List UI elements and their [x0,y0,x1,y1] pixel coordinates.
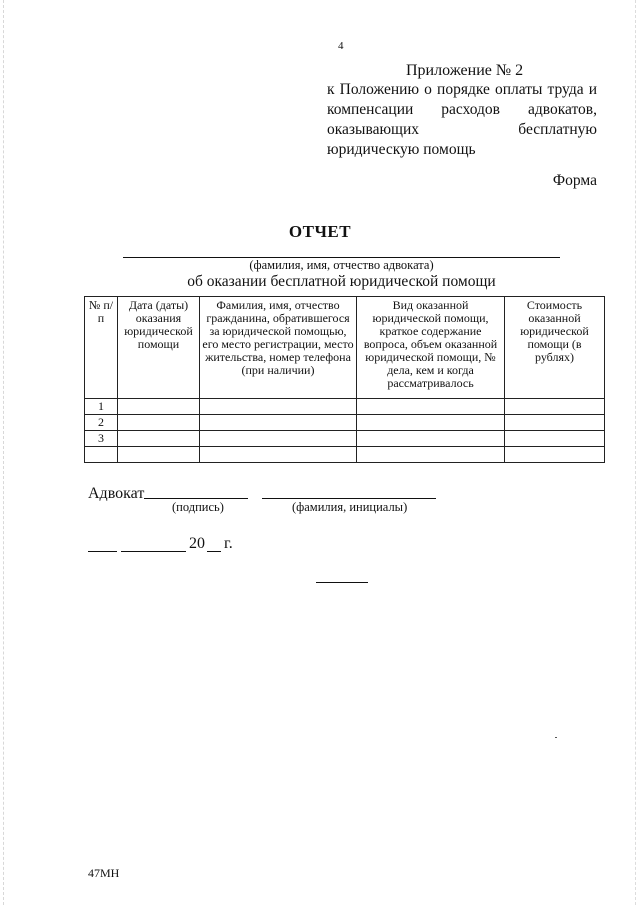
row-number: 1 [85,399,118,415]
scan-edge-right [635,0,636,905]
table-cell [357,399,505,415]
signature-caption: (подпись) [172,500,224,514]
table-cell [357,431,505,447]
table-row [85,415,605,431]
report-table [84,296,605,463]
table-cell [505,415,605,431]
date-year-suffix: г. [224,535,233,552]
table-cell [200,399,357,415]
signature-label: Адвокат [88,485,145,502]
table-cell [118,399,200,415]
row-number: 3 [85,431,118,447]
table-cell [357,447,505,463]
table-cell [357,415,505,431]
end-divider [316,582,368,583]
table-cell [200,431,357,447]
header-number: № п/п [85,297,118,399]
footer-code: 47МН [88,866,120,880]
row-number [85,447,118,463]
form-label: Форма [552,172,597,189]
appendix-body: к Положению о порядке оплаты труда и компенсации расходов адвокатов, оказывающих бесплатную юридическую помощь [327,81,597,158]
table-cell [200,447,357,463]
table-cell [118,447,200,463]
header-cost: Стоимость оказанной юридической помощи (в рублях) [505,297,605,399]
table-cell [118,415,200,431]
date-month-line [121,551,186,552]
header-date: Дата (даты) оказания юридической помощи [118,297,200,399]
table-cell [505,399,605,415]
table-cell [505,431,605,447]
table-row [85,431,605,447]
page-number: 4 [338,40,344,52]
table-cell [200,415,357,431]
name-initials-line [262,498,436,499]
date-day-line [88,551,117,552]
scan-edge-left [3,0,4,905]
table-row [85,399,605,415]
appendix-title: Приложение № 2 [406,62,524,79]
scan-speck [555,737,557,738]
advocate-name-caption: (фамилия, имя, отчество адвоката) [249,258,434,272]
table-cell [118,431,200,447]
table-header-row [85,297,605,399]
signature-line [144,498,248,499]
date-year-line [207,551,221,552]
table-row [85,447,605,463]
row-number: 2 [85,415,118,431]
report-subtitle: об оказании бесплатной юридической помощи [187,273,496,290]
header-citizen: Фамилия, имя, отчество гражданина, обратившегося за юридической помощью, его место регистрации, место жительства, номер телефона (при наличии) [200,297,357,399]
table-cell [505,447,605,463]
name-initials-caption: (фамилия, инициалы) [292,500,408,514]
date-year-prefix: 20 [189,535,205,552]
header-service: Вид оказанной юридической помощи, краткое содержание вопроса, объем оказанной юридической помощи, № дела, кем и когда рассматривалось [357,297,505,399]
report-title: ОТЧЕТ [288,222,352,241]
